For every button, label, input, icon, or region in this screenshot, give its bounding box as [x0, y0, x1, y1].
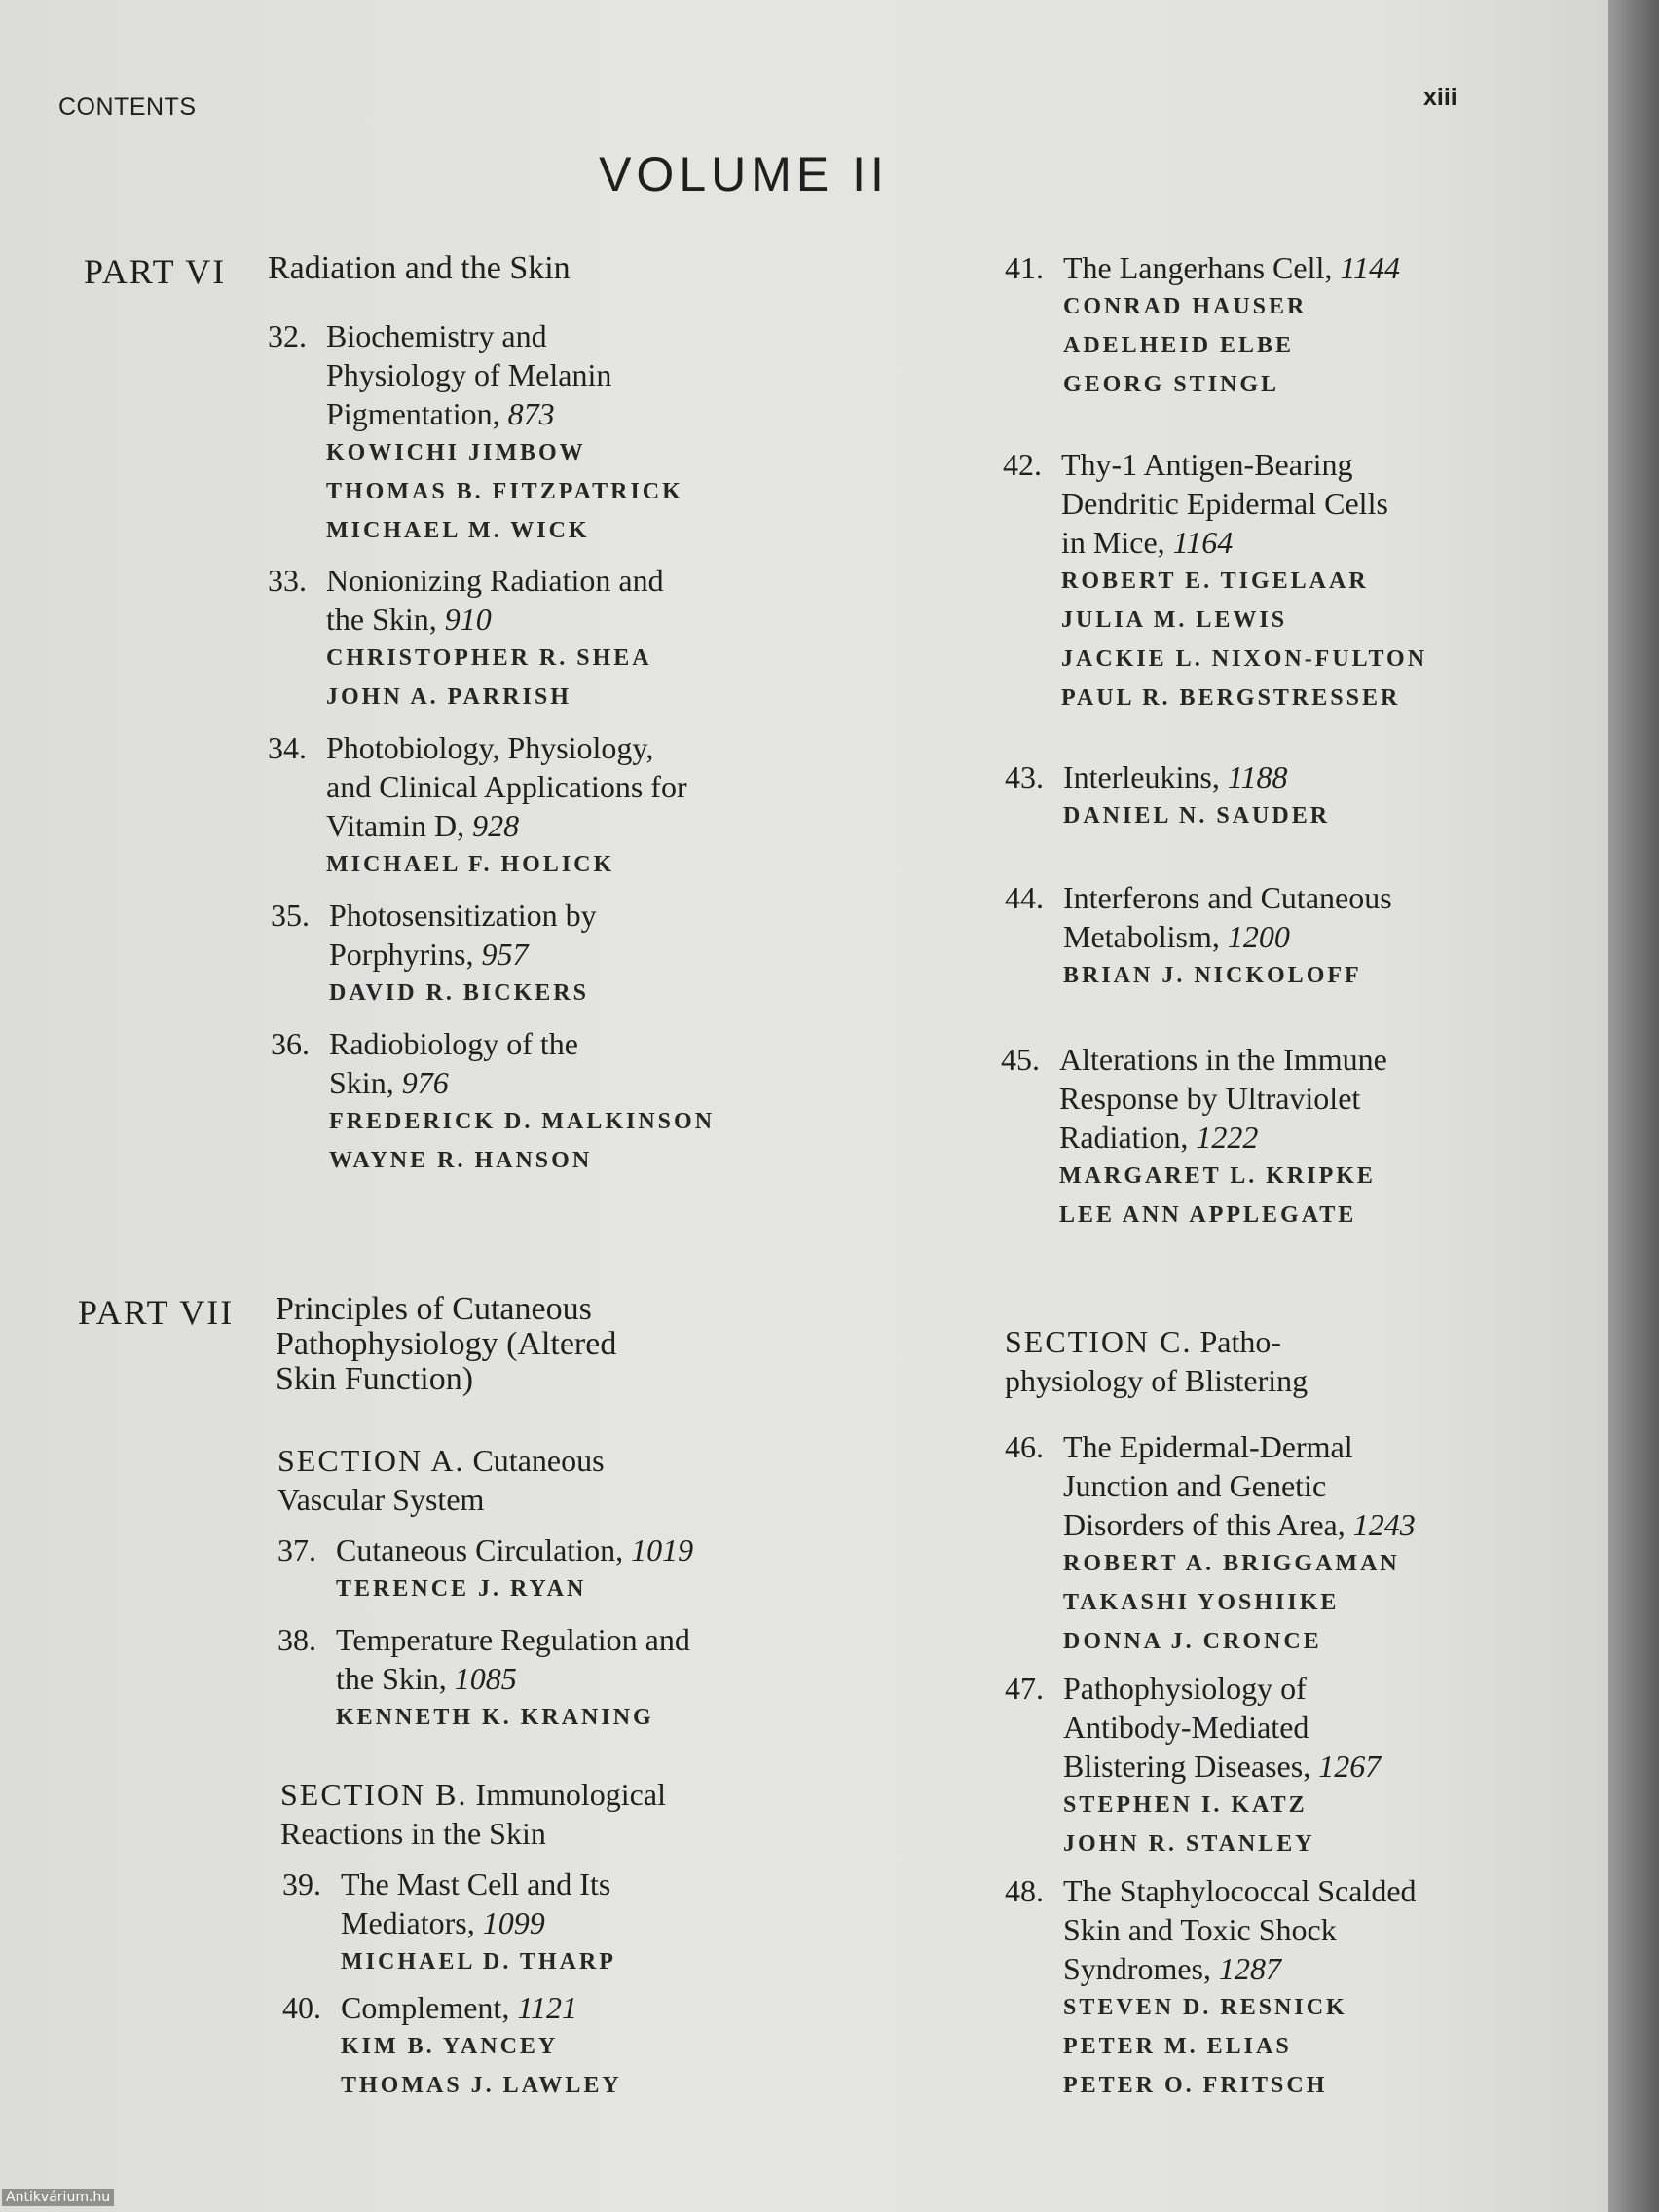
chapter-entry-39[interactable] — [282, 1864, 616, 1981]
chapter-entry-41[interactable] — [1005, 248, 1400, 404]
chapter-number: 42. — [1003, 447, 1042, 482]
author: ROBERT A. BRIGGAMAN — [1063, 1551, 1400, 1576]
chapter-entry-44[interactable] — [1005, 878, 1392, 995]
chapter-title-line: Alterations in the Immune — [1059, 1042, 1387, 1077]
chapter-title-line: Skin, — [329, 1065, 394, 1100]
chapter-number: 41. — [1005, 250, 1044, 285]
chapter-page: 1164 — [1172, 525, 1234, 560]
chapter-title-line: Dendritic Epidermal Cells — [1061, 486, 1388, 521]
section-title-line: Reactions in the Skin — [280, 1816, 546, 1851]
chapter-title-line: Physiology of Melanin — [326, 357, 612, 392]
chapter-page: 928 — [472, 808, 520, 843]
chapter-number: 38. — [277, 1622, 316, 1657]
chapter-entry-43[interactable] — [1005, 757, 1330, 835]
chapter-title-line: Temperature Regulation and — [336, 1622, 690, 1657]
page-number: xiii — [1423, 84, 1457, 111]
author: ROBERT E. TIGELAAR — [1061, 569, 1369, 594]
page-edge-shadow — [1608, 0, 1659, 2212]
chapter-title-line: Biochemistry and — [326, 318, 547, 353]
author: FREDERICK D. MALKINSON — [329, 1109, 716, 1134]
chapter-page: 1099 — [482, 1905, 545, 1940]
chapter-number: 47. — [1005, 1671, 1044, 1706]
author: GEORG STINGL — [1063, 372, 1280, 397]
chapter-title-line: Response by Ultraviolet — [1059, 1081, 1361, 1116]
chapter-page: 1144 — [1340, 250, 1400, 285]
section-title-line: Cutaneous — [472, 1443, 605, 1478]
chapter-title-line: Nonionizing Radiation and — [326, 563, 664, 598]
author: PETER M. ELIAS — [1063, 2034, 1292, 2059]
author: KOWICHI JIMBOW — [326, 440, 586, 465]
chapter-page: 976 — [401, 1065, 449, 1100]
chapter-page: 1243 — [1352, 1507, 1416, 1542]
chapter-title-line: the Skin, — [336, 1661, 447, 1696]
author: KENNETH K. KRANING — [336, 1705, 654, 1730]
chapter-title-line: Porphyrins, — [329, 937, 474, 972]
chapter-title-line: Syndromes, — [1063, 1951, 1211, 1986]
part-vi-title: Radiation and the Skin — [268, 250, 571, 286]
chapter-entry-38[interactable] — [277, 1620, 690, 1737]
chapter-number: 44. — [1005, 880, 1044, 915]
chapter-title-line: Interleukins, — [1063, 759, 1220, 794]
chapter-number: 32. — [268, 318, 307, 353]
chapter-title-line: Pigmentation, — [326, 396, 500, 431]
author: MICHAEL D. THARP — [341, 1949, 616, 1974]
chapter-page: 1267 — [1318, 1749, 1382, 1784]
section-title-line: physiology of Blistering — [1005, 1363, 1309, 1398]
chapter-title-line: Blistering Diseases, — [1063, 1749, 1311, 1784]
chapter-page: 1085 — [454, 1661, 517, 1696]
chapter-number: 39. — [282, 1866, 321, 1901]
chapter-entry-45[interactable] — [1001, 1040, 1387, 1235]
author: JOHN R. STANLEY — [1063, 1831, 1315, 1857]
chapter-entry-42[interactable] — [1003, 445, 1427, 718]
author: THOMAS B. FITZPATRICK — [326, 479, 683, 504]
chapter-entry-47[interactable] — [1005, 1669, 1381, 1863]
part-vi-label: PART VI — [84, 252, 227, 291]
section-title-line: Vascular System — [277, 1482, 485, 1517]
chapter-number: 37. — [277, 1532, 316, 1567]
chapter-entry-46[interactable] — [1005, 1427, 1416, 1661]
author: STEPHEN I. KATZ — [1063, 1792, 1308, 1818]
chapter-page: 873 — [507, 396, 555, 431]
author: PAUL R. BERGSTRESSER — [1061, 685, 1401, 711]
author: DONNA J. CRONCE — [1063, 1629, 1322, 1654]
chapter-page: 1188 — [1227, 759, 1288, 794]
author: JOHN A. PARRISH — [326, 684, 571, 710]
author: MARGARET L. KRIPKE — [1059, 1163, 1376, 1189]
chapter-title-line: Interferons and Cutaneous — [1063, 880, 1392, 915]
chapter-title-line: Photosensitization by — [329, 898, 597, 933]
author: TERENCE J. RYAN — [336, 1576, 587, 1602]
section-prefix: SECTION B. — [280, 1777, 468, 1812]
chapter-title-line: and Clinical Applications for — [326, 769, 687, 804]
author: STEVEN D. RESNICK — [1063, 1995, 1347, 2020]
part-title-line: Pathophysiology (Altered — [276, 1326, 617, 1362]
author: THOMAS J. LAWLEY — [341, 2073, 622, 2098]
chapter-number: 45. — [1001, 1042, 1040, 1077]
part-title-line: Skin Function) — [276, 1361, 474, 1397]
chapter-title-line: Cutaneous Circulation, — [336, 1532, 624, 1567]
author: MICHAEL M. WICK — [326, 518, 590, 543]
chapter-entry-32[interactable] — [268, 316, 683, 550]
chapter-page: 1200 — [1227, 919, 1290, 954]
chapter-title-line: the Skin, — [326, 602, 437, 637]
chapter-number: 34. — [268, 730, 307, 765]
chapter-page: 910 — [444, 602, 492, 637]
chapter-title-line: Photobiology, Physiology, — [326, 730, 654, 765]
author: TAKASHI YOSHIIKE — [1063, 1590, 1340, 1615]
chapter-entry-35[interactable] — [271, 896, 597, 1013]
section-a-heading — [277, 1441, 605, 1519]
author: JACKIE L. NIXON-FULTON — [1061, 646, 1428, 672]
author: CHRISTOPHER R. SHEA — [326, 645, 652, 671]
chapter-entry-40[interactable] — [282, 1988, 622, 2105]
author: BRIAN J. NICKOLOFF — [1063, 963, 1362, 988]
chapter-number: 36. — [271, 1026, 310, 1061]
chapter-title-line: Disorders of this Area, — [1063, 1507, 1346, 1542]
chapter-title-line: The Epidermal-Dermal — [1063, 1429, 1353, 1464]
section-c-heading — [1005, 1322, 1308, 1400]
chapter-title-line: The Mast Cell and Its — [341, 1866, 611, 1901]
chapter-entry-37[interactable] — [277, 1530, 693, 1608]
chapter-title-line: Skin and Toxic Shock — [1063, 1912, 1337, 1947]
chapter-title-line: Radiobiology of the — [329, 1026, 578, 1061]
author: JULIA M. LEWIS — [1061, 608, 1288, 633]
author: LEE ANN APPLEGATE — [1059, 1202, 1357, 1228]
chapter-entry-33[interactable] — [268, 561, 664, 717]
chapter-title-line: Antibody-Mediated — [1063, 1710, 1309, 1745]
author: WAYNE R. HANSON — [329, 1148, 593, 1173]
chapter-page: 1121 — [517, 1990, 577, 2025]
chapter-number: 46. — [1005, 1429, 1044, 1464]
chapter-title-line: in Mice, — [1061, 525, 1165, 560]
author: DAVID R. BICKERS — [329, 980, 589, 1006]
author: PETER O. FRITSCH — [1063, 2073, 1328, 2098]
section-b-heading — [280, 1775, 666, 1853]
section-prefix: SECTION C. — [1005, 1324, 1193, 1359]
chapter-number: 43. — [1005, 759, 1044, 794]
section-title-line: Immunological — [475, 1777, 666, 1812]
volume-title: VOLUME II — [599, 147, 889, 202]
chapter-title-line: Metabolism, — [1063, 919, 1220, 954]
chapter-number: 33. — [268, 563, 307, 598]
chapter-title-line: Mediators, — [341, 1905, 475, 1940]
chapter-title-line: Pathophysiology of — [1063, 1671, 1307, 1706]
author: MICHAEL F. HOLICK — [326, 852, 615, 877]
running-head: CONTENTS — [58, 93, 197, 121]
author: DANIEL N. SAUDER — [1063, 803, 1331, 829]
chapter-entry-36[interactable] — [271, 1024, 715, 1180]
chapter-number: 35. — [271, 898, 310, 933]
author: KIM B. YANCEY — [341, 2034, 559, 2059]
author: CONRAD HAUSER — [1063, 294, 1308, 319]
chapter-entry-48[interactable] — [1005, 1871, 1417, 2105]
chapter-page: 1019 — [631, 1532, 694, 1567]
chapter-number: 48. — [1005, 1873, 1044, 1908]
chapter-page: 1287 — [1219, 1951, 1281, 1986]
chapter-page: 957 — [481, 937, 529, 972]
chapter-page: 1222 — [1196, 1120, 1259, 1155]
part-title-line: Principles of Cutaneous — [276, 1291, 592, 1327]
part-vii-title — [276, 1292, 616, 1397]
section-prefix: SECTION A. — [277, 1443, 465, 1478]
chapter-title-line: Thy-1 Antigen-Bearing — [1061, 447, 1353, 482]
part-vii-label: PART VII — [78, 1293, 235, 1332]
chapter-title-line: Junction and Genetic — [1063, 1468, 1327, 1503]
watermark: Antikvárium.hu — [2, 2189, 114, 2206]
author: ADELHEID ELBE — [1063, 333, 1295, 358]
chapter-title-line: Radiation, — [1059, 1120, 1189, 1155]
chapter-title-line: The Staphylococcal Scalded — [1063, 1873, 1417, 1908]
chapter-number: 40. — [282, 1990, 321, 2025]
section-title-line: Patho- — [1199, 1324, 1281, 1359]
chapter-entry-34[interactable] — [268, 728, 687, 884]
chapter-title-line: Complement, — [341, 1990, 510, 2025]
chapter-title-line: The Langerhans Cell, — [1063, 250, 1333, 285]
chapter-title-line: Vitamin D, — [326, 808, 465, 843]
